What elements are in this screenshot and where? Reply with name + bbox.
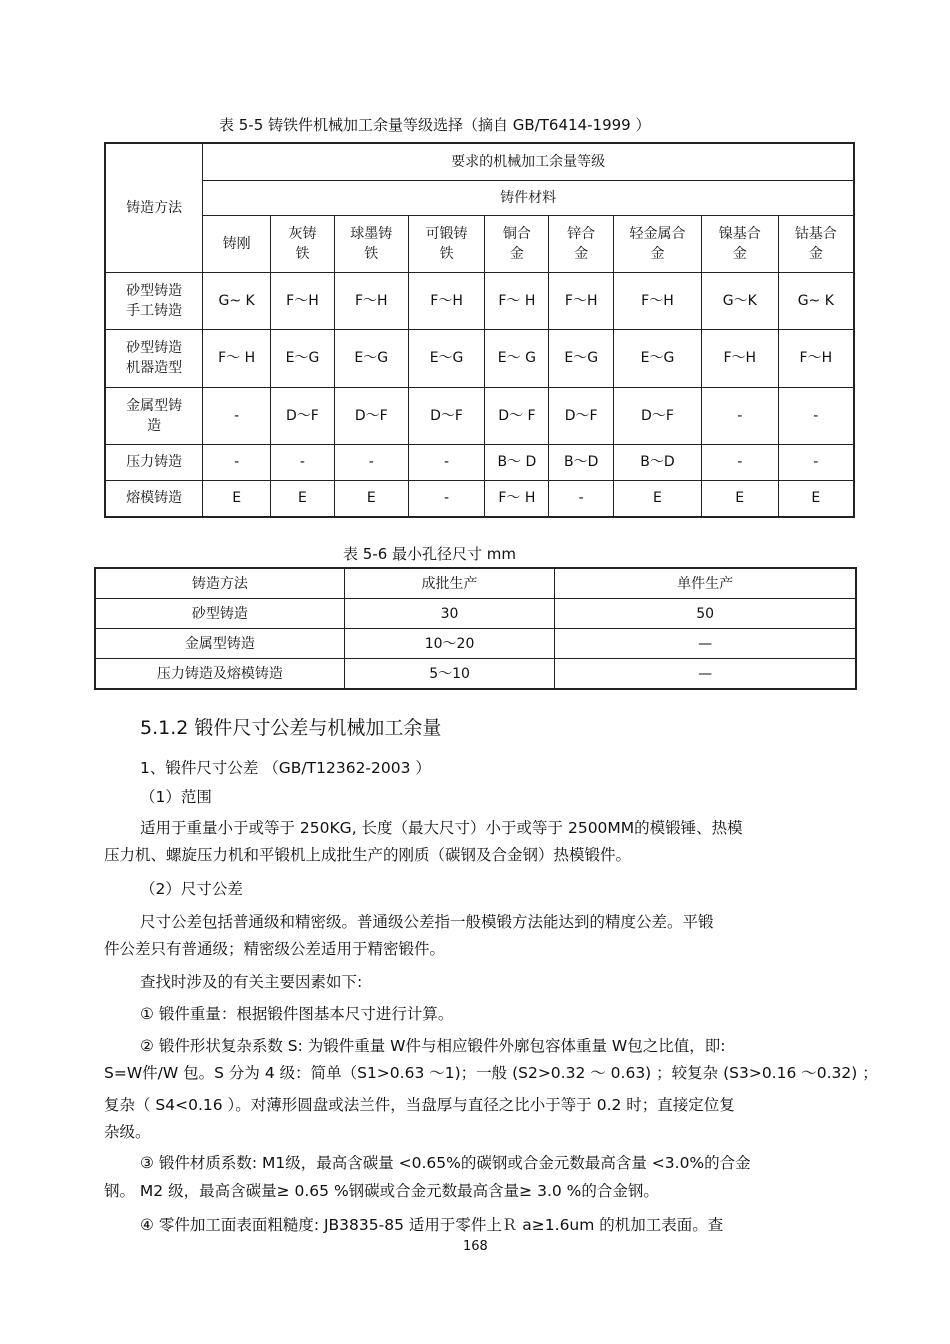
table-cell: 砂型铸造 [95, 599, 344, 629]
grade-cell: F～H [334, 272, 408, 329]
body-line: 复杂（ S4<0.16 ）。对薄形圆盘或法兰件，当盘厚与直径之比小于等于 0.2 时；直接定位复 [104, 1096, 735, 1114]
table-cell: 50 [555, 599, 856, 629]
header-batch: 成批生产 [344, 568, 554, 599]
material-header: 轻金属合 金 [614, 215, 702, 272]
body-line: ③ 锻件材质系数: M1级，最高含碳量 <0.65%的碳钢或合金元数最高含量 <3.0%的合金 [140, 1154, 751, 1172]
grade-cell: D～F [549, 387, 614, 444]
row-method: 压力铸造 [105, 444, 203, 480]
header-method: 铸造方法 [105, 143, 203, 272]
table-cell: 压力铸造及熔模铸造 [95, 659, 344, 690]
grade-cell: G~ K [778, 272, 854, 329]
grade-cell: E [778, 480, 854, 517]
grade-cell: E [334, 480, 408, 517]
header-grade: 要求的机械加工余量等级 [203, 143, 854, 180]
table-cell: 30 [344, 599, 554, 629]
grade-cell: E～G [549, 329, 614, 387]
table-5-6 [94, 567, 857, 690]
grade-cell: - [778, 387, 854, 444]
material-header: 钴基合 金 [778, 215, 854, 272]
table-cell: — [555, 629, 856, 659]
table-row [95, 599, 856, 629]
material-header: 灰铸 铁 [271, 215, 335, 272]
table-5-5-caption: 表 5-5 铸铁件机械加工余量等级选择（摘自 GB/T6414-1999 ） [219, 116, 651, 134]
body-line: S=W件/W 包。S 分为 4 级：简单（S1>0.63 ～1)；一般 (S2>0.32 ～ 0.63) ；较复杂 (S3>0.16 ～0.32) ； [104, 1064, 878, 1082]
row-method: 金属型铸 造 [105, 387, 203, 444]
grade-cell: - [701, 444, 778, 480]
grade-cell: - [334, 444, 408, 480]
grade-cell: - [271, 444, 335, 480]
table-cell: 10～20 [344, 629, 554, 659]
table-row [95, 659, 856, 690]
table-row [95, 629, 856, 659]
grade-cell: E [701, 480, 778, 517]
grade-cell: - [778, 444, 854, 480]
material-header: 球墨铸 铁 [334, 215, 408, 272]
grade-cell: G～K [701, 272, 778, 329]
grade-cell: F～H [408, 272, 485, 329]
grade-cell: E～G [334, 329, 408, 387]
body-line: ① 锻件重量：根据锻件图基本尺寸进行计算。 [140, 1005, 454, 1023]
grade-cell: D～F [408, 387, 485, 444]
row-method: 砂型铸造 机器造型 [105, 329, 203, 387]
table-cell: 5～10 [344, 659, 554, 690]
table-cell: 金属型铸造 [95, 629, 344, 659]
grade-cell: B～ D [485, 444, 549, 480]
grade-cell: F～H [701, 329, 778, 387]
grade-cell: E [614, 480, 702, 517]
grade-cell: F～ H [485, 272, 549, 329]
body-line: ② 锻件形状复杂系数 S: 为锻件重量 W件与相应锻件外廓包容体重量 W包之比值，即: [140, 1037, 726, 1055]
table-row [105, 387, 854, 444]
table-5-6-caption: 表 5-6 最小孔径尺寸 mm [343, 545, 517, 563]
header-method: 铸造方法 [95, 568, 344, 599]
grade-cell: G~ K [203, 272, 271, 329]
material-header: 可锻铸 铁 [408, 215, 485, 272]
table-row [105, 444, 854, 480]
grade-cell: E [271, 480, 335, 517]
page-number: 168 [463, 1239, 488, 1254]
material-header: 铸刚 [203, 215, 271, 272]
table-cell: — [555, 659, 856, 690]
body-line: 件公差只有普通级；精密级公差适用于精密锻件。 [104, 940, 446, 958]
material-header: 锌合 金 [549, 215, 614, 272]
body-line: 查找时涉及的有关主要因素如下: [140, 973, 363, 991]
grade-cell: B～D [549, 444, 614, 480]
grade-cell: E～G [614, 329, 702, 387]
grade-cell: F～H [549, 272, 614, 329]
grade-cell: F～ H [485, 480, 549, 517]
header-material: 铸件材料 [203, 180, 854, 215]
material-header: 镍基合 金 [701, 215, 778, 272]
grade-cell: - [408, 444, 485, 480]
body-line: （2）尺寸公差 [140, 880, 243, 898]
grade-cell: D～F [271, 387, 335, 444]
body-line: 杂级。 [104, 1123, 151, 1141]
grade-cell: D～ F [485, 387, 549, 444]
grade-cell: - [203, 444, 271, 480]
body-line: 1、锻件尺寸公差 （GB/T12362-2003 ） [140, 759, 431, 777]
material-header: 铜合 金 [485, 215, 549, 272]
grade-cell: F～ H [203, 329, 271, 387]
row-method: 砂型铸造 手工铸造 [105, 272, 203, 329]
row-method: 熔模铸造 [105, 480, 203, 517]
body-line: 适用于重量小于或等于 250KG, 长度（最大尺寸）小于或等于 2500MM的模锻锤、热模 [140, 819, 743, 837]
section-heading: 5.1.2 锻件尺寸公差与机械加工余量 [140, 717, 442, 739]
table-5-5 [104, 142, 855, 518]
grade-cell: D～F [614, 387, 702, 444]
body-line: ④ 零件加工面表面粗糙度: JB3835-85 适用于零件上Ｒ a≥1.6um 的机加工表面。查 [140, 1216, 724, 1234]
grade-cell: E～G [271, 329, 335, 387]
header-single: 单件生产 [555, 568, 856, 599]
body-line: 钢。 M2 级，最高含碳量≥ 0.65 %钢碳或合金元数最高含量≥ 3.0 %的合金钢。 [104, 1182, 659, 1200]
grade-cell: E [203, 480, 271, 517]
grade-cell: D～F [334, 387, 408, 444]
table-row [105, 329, 854, 387]
table-row [105, 272, 854, 329]
body-line: （1）范围 [140, 788, 212, 806]
grade-cell: F～H [614, 272, 702, 329]
grade-cell: E～G [408, 329, 485, 387]
grade-cell: - [408, 480, 485, 517]
grade-cell: E～ G [485, 329, 549, 387]
grade-cell: F～H [271, 272, 335, 329]
body-line: 尺寸公差包括普通级和精密级。普通级公差指一般模锻方法能达到的精度公差。平锻 [140, 913, 714, 931]
grade-cell: - [549, 480, 614, 517]
grade-cell: - [203, 387, 271, 444]
table-row [105, 480, 854, 517]
grade-cell: - [701, 387, 778, 444]
grade-cell: F～H [778, 329, 854, 387]
grade-cell: B～D [614, 444, 702, 480]
body-line: 压力机、螺旋压力机和平锻机上成批生产的刚质（碳钢及合金钢）热模锻件。 [104, 846, 632, 864]
